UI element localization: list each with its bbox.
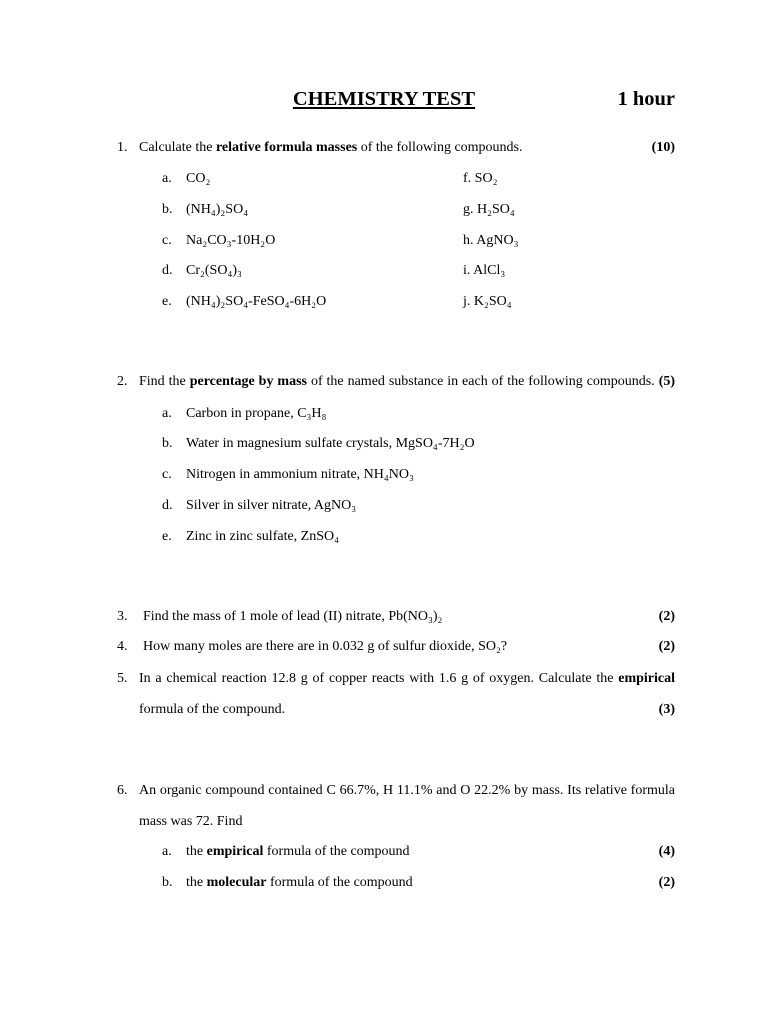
question-text-line-1: An organic compound contained C 66.7%, H 11.1% and O 22.2% by mass. Its relative formula [139, 783, 675, 798]
sub-question-row [0, 842, 768, 862]
key-term: percentage by mass [189, 374, 307, 389]
item-label: d. [162, 498, 173, 513]
item-label: a. [162, 171, 172, 186]
question-text-start: In a chemical reaction 12.8 g of copper reacts with 1.6 g of oxygen. Calculate the [139, 671, 614, 686]
question-text-start: Calculate the [139, 140, 213, 155]
sub-question-row [0, 261, 768, 281]
question-5 [0, 669, 768, 689]
question-6 [0, 781, 768, 801]
item-text [186, 842, 410, 862]
test-header [0, 86, 768, 112]
sub-question-row [0, 873, 768, 893]
compound-formula: H₂SO₄ [477, 202, 515, 217]
question-number: 6. [117, 783, 128, 798]
test-title: CHEMISTRY TEST [292, 88, 476, 110]
question-1 [0, 138, 768, 158]
marks: (2) [658, 875, 675, 890]
question-number: 1. [117, 140, 128, 155]
item-text-end: formula of the compound [266, 844, 410, 859]
item-text: Silver in silver nitrate, AgNO₃ [186, 498, 357, 513]
question-number: 4. [117, 639, 128, 654]
item-text-end: formula of the compound [269, 875, 413, 890]
question-number: 2. [117, 374, 128, 389]
question-text [139, 372, 675, 392]
question-2 [0, 372, 768, 392]
item-label: e. [162, 529, 172, 544]
compound-formula: Na₂CO₃-10H₂O [186, 233, 276, 248]
compound-formula: SO₂ [474, 171, 498, 186]
key-term: empirical [618, 671, 676, 686]
question-text-start: Find the [139, 374, 186, 389]
item-label: c. [162, 233, 172, 248]
compound-formula: (NH₄)₂SO₄ [186, 202, 249, 217]
item-text: Carbon in propane, C₃H₈ [186, 406, 327, 421]
item-label: f. [463, 171, 472, 186]
marks: (2) [658, 639, 675, 654]
sub-question-row [0, 527, 768, 547]
sub-question-row [0, 292, 768, 312]
sub-question-row [0, 404, 768, 424]
item-label: c. [162, 467, 172, 482]
right-column-item [463, 169, 497, 189]
compound-formula: AgNO₃ [476, 233, 519, 248]
right-column-item [463, 231, 518, 251]
key-term: molecular [206, 875, 267, 890]
item-label: e. [162, 294, 172, 309]
question-number: 3. [117, 609, 128, 624]
item-label: h. [463, 233, 474, 248]
question-text-end: of the named substance in each of the following compounds. [310, 374, 655, 389]
item-label: b. [162, 436, 173, 451]
item-label: a. [162, 844, 172, 859]
item-label: a. [162, 406, 172, 421]
marks: (10) [651, 140, 675, 155]
question-6-continued [0, 812, 768, 832]
compound-formula: (NH₄)₂SO₄-FeSO₄-6H₂O [186, 294, 327, 309]
sub-question-row [0, 231, 768, 251]
compound-formula: CO₂ [186, 171, 211, 186]
right-column-item [463, 292, 512, 312]
sub-question-row [0, 496, 768, 516]
item-text: Water in magnesium sulfate crystals, MgSO₄-7H₂O [186, 436, 475, 451]
question-text-end: of the following compounds. [360, 140, 523, 155]
item-label: g. [463, 202, 474, 217]
sub-question-row [0, 200, 768, 220]
question-text: Find the mass of 1 mole of lead (II) nitrate, Pb(NO₃)₂ [143, 609, 443, 624]
item-text-start: the [186, 875, 204, 890]
item-text: Nitrogen in ammonium nitrate, NH₄NO₃ [186, 467, 414, 482]
item-label: i. [463, 263, 471, 278]
question-text-line-2: mass was 72. Find [139, 814, 243, 829]
marks: (4) [658, 844, 675, 859]
sub-question-row [0, 434, 768, 454]
question-4 [0, 637, 768, 657]
marks: (2) [658, 609, 675, 624]
item-label: j. [463, 294, 471, 309]
question-5-continued [0, 700, 768, 720]
question-number: 5. [117, 671, 128, 686]
right-column-item [463, 261, 505, 281]
question-text-line-2: formula of the compound. [139, 702, 286, 717]
right-column-item [463, 200, 515, 220]
question-text-line-1 [139, 669, 675, 689]
item-label: b. [162, 875, 173, 890]
marks: (5) [658, 374, 676, 389]
sub-question-row [0, 465, 768, 485]
item-text: Zinc in zinc sulfate, ZnSO₄ [186, 529, 340, 544]
question-3 [0, 607, 768, 627]
compound-formula: AlCl₃ [473, 263, 506, 278]
item-label: b. [162, 202, 173, 217]
key-term: empirical [206, 844, 264, 859]
compound-formula: Cr₂(SO₄)₃ [186, 263, 242, 278]
item-label: d. [162, 263, 173, 278]
item-text-start: the [186, 844, 204, 859]
compound-formula: K₂SO₄ [473, 294, 512, 309]
sub-question-row [0, 169, 768, 189]
item-text [186, 873, 413, 893]
test-duration: 1 hour [617, 88, 675, 110]
question-text: How many moles are there are in 0.032 g of sulfur dioxide, SO₂? [143, 639, 508, 654]
marks: (3) [658, 702, 675, 717]
question-text [139, 138, 523, 158]
key-term: relative formula masses [215, 140, 358, 155]
